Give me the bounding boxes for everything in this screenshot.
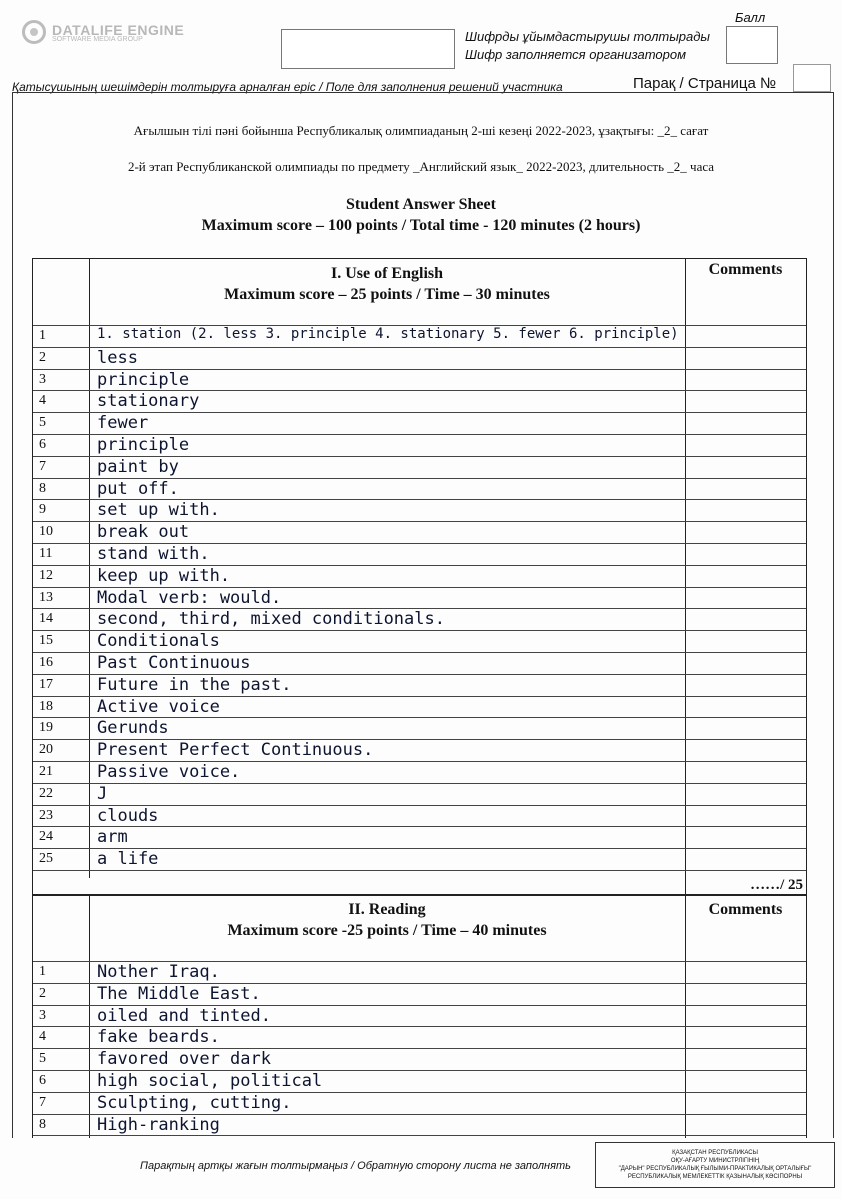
handwritten-answer: High-ranking bbox=[97, 1114, 220, 1135]
row-number: 24 bbox=[39, 829, 53, 845]
score-label: Балл bbox=[735, 10, 766, 25]
row-number: 6 bbox=[39, 1073, 46, 1088]
section1-subtitle: Maximum score – 25 points / Time – 30 minutes bbox=[224, 286, 550, 303]
handwritten-answer: set up with. bbox=[97, 500, 220, 521]
section2-title: II. Reading bbox=[348, 901, 426, 918]
section2-comments-header: Comments bbox=[708, 901, 783, 918]
row-number: 3 bbox=[39, 371, 46, 387]
handwritten-answer: 1. station (2. less 3. principle 4. stationary 5. fewer 6. principle) bbox=[97, 326, 679, 342]
row-number: 15 bbox=[39, 633, 53, 649]
row-number: 6 bbox=[39, 437, 46, 452]
handwritten-answer: paint by bbox=[97, 456, 179, 477]
field-label: Қатысушының шешімдерін толтыруға арналған еріс / Поле для заполнения решений участника bbox=[12, 80, 563, 94]
handwritten-answer: Past Continuous bbox=[97, 653, 251, 673]
row-number: 22 bbox=[39, 785, 53, 801]
handwritten-answer: Sculpting, cutting. bbox=[97, 1092, 292, 1113]
footer-note: Парақтың артқы жағын толтырмаңыз / Обратную сторону листа не заполнять bbox=[140, 1160, 571, 1172]
row-number: 13 bbox=[39, 589, 53, 605]
row-number: 2 bbox=[39, 349, 46, 365]
row-number: 10 bbox=[39, 524, 53, 540]
row-number: 20 bbox=[39, 742, 53, 758]
row-divider bbox=[33, 347, 806, 348]
handwritten-answer: second, third, mixed conditionals. bbox=[97, 609, 445, 630]
row-number: 11 bbox=[39, 546, 53, 561]
handwritten-answer: clouds bbox=[97, 805, 159, 826]
row-number: 7 bbox=[39, 458, 46, 474]
row-number: 23 bbox=[39, 807, 53, 823]
row-divider bbox=[33, 412, 806, 413]
handwritten-answer: high social, political bbox=[97, 1071, 323, 1091]
row-number: 12 bbox=[39, 567, 53, 583]
handwritten-answer: The Middle East. bbox=[97, 983, 261, 1004]
handwritten-answer: Passive voice. bbox=[97, 762, 241, 782]
row-number: 25 bbox=[39, 851, 53, 867]
row-number: 2 bbox=[39, 985, 46, 1001]
cipher-note-ru: Шифр заполняется организатором bbox=[465, 47, 686, 62]
stamp-line: РЕСПУБЛИКАЛЫҚ МЕМЛЕКЕТТІК ҚАЗЫНАЛЫҚ КӘСІПОРНЫ bbox=[627, 1174, 803, 1180]
row-number: 14 bbox=[39, 611, 53, 627]
watermark-name: DATALIFE ENGINE bbox=[52, 21, 185, 38]
watermark-sub: SOFTWARE MEDIA GROUP bbox=[52, 35, 143, 43]
handwritten-answer: fake beards. bbox=[97, 1027, 220, 1048]
page-number-box bbox=[793, 64, 831, 92]
row-number: 19 bbox=[39, 720, 53, 736]
row-number: 16 bbox=[39, 655, 53, 670]
row-number: 5 bbox=[39, 1051, 46, 1067]
row-divider bbox=[33, 1135, 806, 1136]
handwritten-answer: Present Perfect Continuous. bbox=[97, 740, 374, 761]
row-divider bbox=[33, 826, 806, 827]
handwritten-answer: Active voice bbox=[97, 696, 220, 717]
row-number: 8 bbox=[39, 480, 46, 496]
row-number: 5 bbox=[39, 415, 46, 431]
organization-stamp bbox=[595, 1142, 835, 1188]
handwritten-answer: favored over dark bbox=[97, 1049, 271, 1070]
row-number: 4 bbox=[39, 1029, 46, 1045]
stage-title-kz: Ағылшын тілі пәні бойынша Республикалық олимпиаданың 2-ші кезеңі 2022-2023, ұзақтығы: _2_ сағат bbox=[133, 123, 709, 138]
handwritten-answer: oiled and tinted. bbox=[97, 1005, 271, 1026]
use-of-english-table bbox=[32, 258, 807, 896]
section1-comments-header: Comments bbox=[708, 261, 783, 278]
page-label: Парақ / Страница № bbox=[633, 75, 777, 92]
handwritten-answer: a life bbox=[97, 849, 159, 870]
stamp-line: "ДАРЫН" РЕСПУБЛИКАЛЫҚ ҒЫЛЫМИ-ПРАКТИКАЛЫҚ ОРТАЛЫҒЫ" bbox=[618, 1166, 812, 1172]
row-divider bbox=[33, 783, 806, 784]
handwritten-answer: Conditionals bbox=[97, 631, 220, 652]
handwritten-answer: stationary bbox=[97, 391, 200, 412]
handwritten-answer: put off. bbox=[97, 478, 179, 499]
handwritten-answer: Gerunds bbox=[97, 718, 169, 739]
row-number: 18 bbox=[39, 698, 53, 714]
handwritten-answer: Modal verb: would. bbox=[97, 587, 282, 608]
stamp-line: ҚАЗАҚСТАН РЕСПУБЛИКАСЫ bbox=[672, 1150, 758, 1156]
reading-table bbox=[32, 894, 807, 1138]
handwritten-answer: less bbox=[97, 347, 138, 368]
handwritten-answer: Nother Iraq. bbox=[97, 962, 220, 982]
handwritten-answer: fewer bbox=[97, 413, 149, 434]
row-number: 7 bbox=[39, 1094, 46, 1110]
row-number: 4 bbox=[39, 393, 46, 409]
logo-icon bbox=[22, 20, 46, 44]
row-number: 3 bbox=[39, 1007, 46, 1023]
handwritten-answer: arm bbox=[97, 827, 128, 848]
cipher-note-kz: Шифрды ұйымдастырушы толтырады bbox=[465, 29, 711, 44]
stage-title-ru: 2-й этап Республиканской олимпиады по предмету _Английский язык_ 2022-2023, длительность _2_ часа bbox=[127, 159, 715, 174]
section2-subtitle: Maximum score -25 points / Time – 40 minutes bbox=[227, 922, 547, 939]
cipher-box bbox=[281, 29, 455, 69]
row-number: 1 bbox=[39, 964, 46, 979]
row-number: 17 bbox=[39, 676, 53, 692]
stamp-line: ОҚУ-АҒАРТУ МИНИСТРЛІГІНІҢ bbox=[670, 1158, 760, 1164]
handwritten-answer: J bbox=[97, 783, 108, 804]
handwritten-answer: principle bbox=[97, 435, 190, 455]
row-number: 1 bbox=[39, 328, 46, 343]
row-number: 8 bbox=[39, 1116, 46, 1132]
sheet-title: Student Answer Sheet bbox=[346, 196, 496, 213]
handwritten-answer: stand with. bbox=[97, 544, 210, 564]
row-number: 9 bbox=[39, 502, 46, 518]
section1-score: ……/ 25 bbox=[750, 877, 803, 893]
section1-title: I. Use of English bbox=[330, 265, 444, 282]
handwritten-answer: break out bbox=[97, 522, 190, 543]
sheet-subtitle: Maximum score – 100 points / Total time - 120 minutes (2 hours) bbox=[201, 217, 641, 234]
handwritten-answer: keep up with. bbox=[97, 565, 231, 586]
row-number: 21 bbox=[39, 764, 53, 779]
row-divider bbox=[33, 870, 806, 871]
watermark-logo bbox=[22, 20, 184, 44]
score-box bbox=[726, 26, 778, 64]
handwritten-answer: principle bbox=[97, 369, 190, 390]
handwritten-answer: Future in the past. bbox=[97, 674, 292, 695]
